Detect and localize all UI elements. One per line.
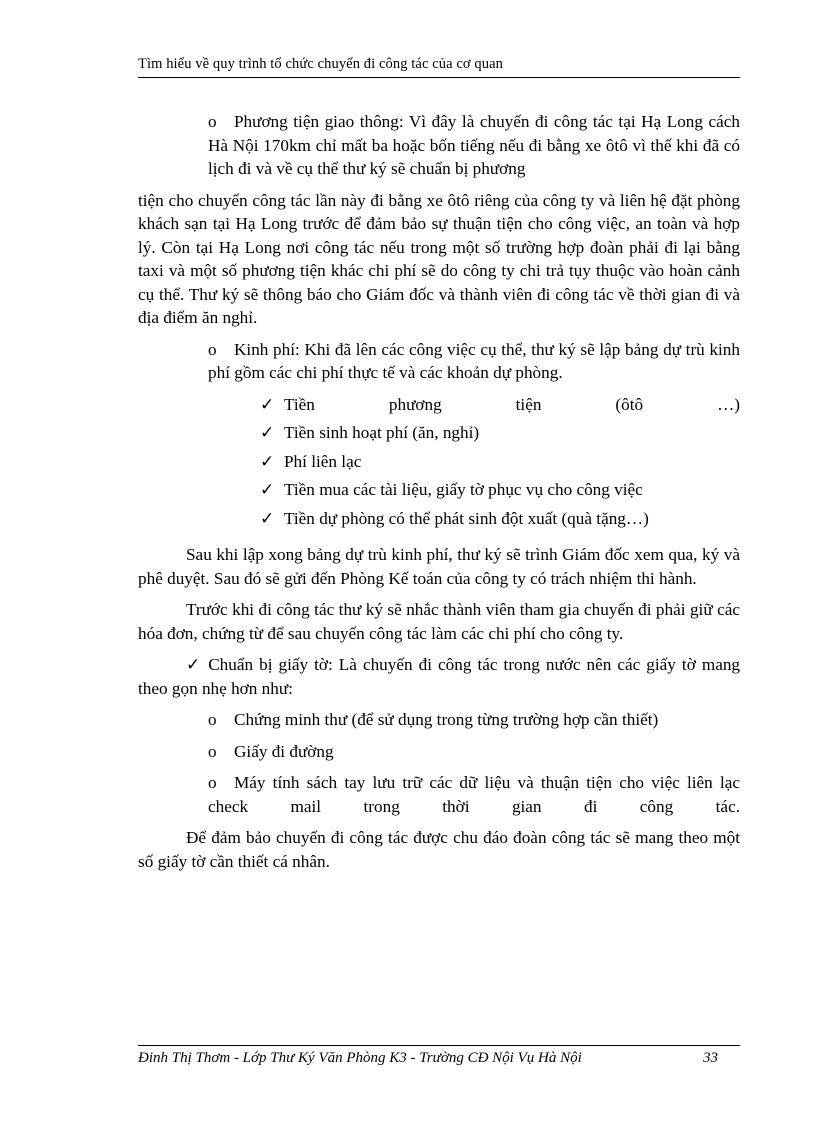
budget-item-communication: ✓ Phí liên lạc [260, 450, 740, 474]
checkmark-icon: ✓ [186, 655, 209, 674]
budget-item-transport: ✓ Tiền phương tiện (ôtô …) [260, 393, 740, 417]
budget-item-contingency: ✓ Tiền dự phòng có thể phát sinh đột xuất (quà tặng…) [260, 507, 740, 531]
circle-bullet-icon: o [208, 741, 217, 761]
running-header: Tìm hiểu về quy trình tổ chức chuyến đi công tác của cơ quan [138, 56, 503, 72]
checkmark-icon: ✓ [260, 423, 275, 442]
paragraph-final: Để đảm bảo chuyến đi công tác được chu đáo đoàn công tác sẽ mang theo một số giấy tờ cần thiết cá nhân. [138, 828, 740, 871]
page-content [138, 110, 740, 873]
list-item-transport [208, 110, 740, 181]
transport-continuation: tiện cho chuyến công tác lần này đi bằng xe ôtô riêng của công ty và liên hệ đặt phòng khách sạn tại Hạ Long trước để đảm bảo sự thuận tiện cho công việc, an toàn và hợp lý. Còn tại Hạ Long nơi công tác nếu trong một số trường hợp đoàn phải đi lại bằng taxi và một số phương tiện khác chi phí sẽ do công ty chi trả tụy thuộc vào hoàn cảnh cụ thể. Thư ký sẽ thông báo cho Giám đốc và thành viên đi công tác về thời gian đi và địa điểm ăn nghỉ. [138, 190, 740, 327]
budget-item-living: ✓ Tiền sinh hoạt phí (ăn, nghỉ) [260, 421, 740, 445]
footer-divider [138, 1045, 740, 1046]
papers-item-travel: o Giấy đi đường [208, 740, 740, 764]
circle-bullet-icon: o [208, 773, 217, 792]
checkmark-icon: ✓ [260, 480, 275, 499]
list-item-budget [208, 338, 740, 385]
papers-item: ✓ Chuẩn bị giấy tờ: Là chuyến đi công tác trong nước nên các giấy tờ mang theo gọn nhẹ hơn như: [138, 655, 741, 698]
checkmark-icon: ✓ [260, 508, 275, 528]
checkmark-icon: ✓ [260, 394, 275, 414]
circle-bullet-icon: o [208, 710, 217, 729]
paragraph-approval: Sau khi lập xong bảng dự trù kinh phí, thư ký sẽ trình Giám đốc xem qua, ký và phê duyệt. Sau đó sẽ gửi đến Phòng Kế toán của công ty có trách nhiệm thi hành. [138, 545, 740, 588]
page-number: 33 [703, 1050, 718, 1066]
papers-item-id: o Chứng minh thư (để sử dụng trong từng trường hợp cần thiết) [208, 708, 740, 732]
checkmark-icon: ✓ [260, 451, 275, 471]
budget-text: Kinh phí: Khi đã lên các công việc cụ thể, thư ký sẽ lập bảng dự trù kinh phí gồm các chi phí thực tế và các khoản dự phòng. [208, 339, 740, 382]
circle-bullet-icon: o [208, 112, 217, 131]
paragraph-receipts: Trước khi đi công tác thư ký sẽ nhắc thành viên tham gia chuyến đi phải giữ các hóa đơn, chứng từ để sau chuyến công tác làm các chi phí cho công ty. [138, 600, 740, 643]
budget-item-documents: ✓ Tiền mua các tài liệu, giấy tờ phục vụ cho công việc [260, 478, 740, 502]
running-footer [138, 1050, 740, 1067]
circle-bullet-icon: o [208, 339, 217, 359]
footer-author: Đinh Thị Thơm - Lớp Thư Ký Văn Phòng K3 - Trường CĐ Nội Vụ Hà Nội [138, 1050, 582, 1066]
transport-text: Phương tiện giao thông: Vì đây là chuyến đi công tác tại Hạ Long cách Hà Nội 170km chỉ mất ba hoặc bốn tiếng nếu đi bằng xe ôtô vì thế khi đã có lịch đi và về cụ thể thư ký sẽ chuẩn bị phương [208, 112, 740, 178]
papers-item-laptop: o Máy tính sách tay lưu trữ các dữ liệu và thuận tiện cho việc liên lạc check mail trong thời gian đi công tác. [208, 773, 740, 816]
header-divider [138, 77, 740, 78]
